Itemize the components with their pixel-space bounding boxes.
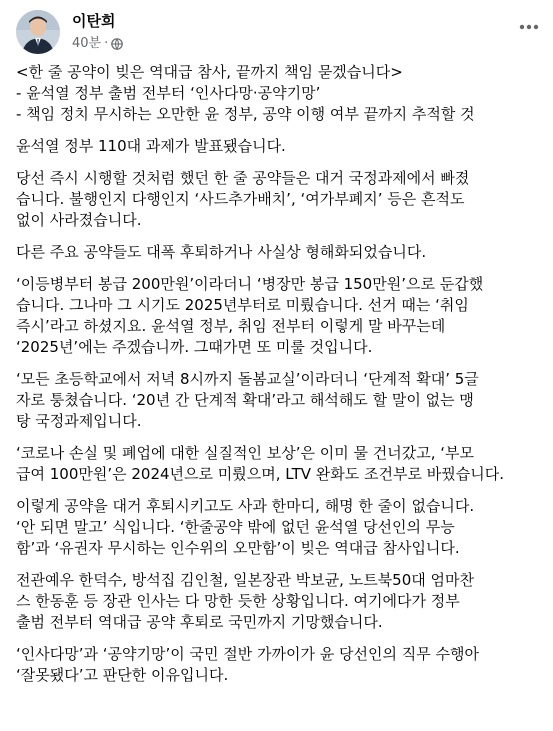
post-paragraph [16, 644, 544, 686]
post-text-line: <한 줄 공약이 빚은 역대급 참사, 끝까지 책임 묻겠습니다> [16, 63, 403, 81]
avatar[interactable] [16, 10, 60, 54]
post-header [16, 10, 543, 56]
post-text-line: ‘이등병부터 봉급 200만원’이라더니 ‘병장만 봉급 150만원’으로 둔갑했 [16, 275, 484, 293]
more-options-icon[interactable] [515, 16, 543, 38]
globe-icon [111, 38, 123, 50]
post-paragraph [16, 443, 544, 485]
post-text-line: 탕 국정과제입니다. [16, 412, 142, 430]
post-paragraph [16, 369, 544, 432]
post-text-line: 전관예우 한덕수, 방석집 김인철, 일본장관 박보균, 노트북50대 엄마찬 [16, 571, 475, 589]
post-text-line: 윤석열 정부 110대 과제가 발표됐습니다. [16, 137, 286, 155]
post-text-line: 급여 100만원’은 2024년으로 미뤘으며, LTV 완화도 조건부로 바꿨습니다. [16, 465, 504, 483]
post-text-line: 출범 전부터 역대급 공약 후퇴로 국민까지 기망했습니다. [16, 613, 383, 631]
post-text-line: ‘안 되면 말고’ 식입니다. ‘한줄공약 밖에 없던 윤석열 당선인의 무능 [16, 518, 455, 536]
post-text-line: 당선 즉시 시행할 것처럼 했던 한 줄 공약들은 대거 국정과제에서 빠졌 [16, 169, 470, 187]
post-text-line: 스 한동훈 등 장관 인사는 다 망한 듯한 상황입니다. 여기에다가 정부 [16, 592, 460, 610]
post-text-line: ‘모든 초등학교에서 저녁 8시까지 돌봄교실’이라더니 ‘단계적 확대’ 5글 [16, 370, 479, 388]
separator-dot: · [104, 36, 109, 51]
post-paragraph [16, 136, 544, 157]
post-paragraph [16, 570, 544, 633]
post-text-line: 이렇게 공약을 대거 후퇴시키고도 사과 한마디, 해명 한 줄이 없습니다. [16, 497, 475, 515]
post-text-line: 다른 주요 공약들도 대폭 후퇴하거나 사실상 형해화되었습니다. [16, 243, 427, 261]
post-paragraph [16, 496, 544, 559]
post-paragraph [16, 242, 544, 263]
post-text-line: 습니다. 그나마 그 시기도 2025년부터로 미뤘습니다. 선거 때는 ‘취임 [16, 296, 469, 314]
post-timestamp[interactable]: 40분 [72, 36, 102, 51]
post-text-line: 습니다. 불행인지 다행인지 ‘사드추가배치’, ‘여가부폐지’ 등은 흔적도 [16, 190, 465, 208]
author-name[interactable]: 이탄희 [72, 12, 116, 30]
post-paragraph [16, 274, 544, 358]
post-text-line: 자로 퉁쳤습니다. ‘20년 간 단계적 확대’라고 해석해도 할 말이 없는 맹 [16, 391, 474, 409]
post-text-line: ‘잘못됐다’고 판단한 이유입니다. [16, 666, 229, 684]
post-paragraph [16, 168, 544, 231]
post-text-line: ‘코로나 손실 및 폐업에 대한 실질적인 보상’은 이미 물 건너갔고, ‘부모 [16, 444, 474, 462]
post-text-line: - 윤석열 정부 출범 전부터 ‘인사다망·공약기망’ [16, 84, 321, 102]
post-meta [72, 35, 123, 52]
post-text-line: 없이 사라졌습니다. [16, 211, 142, 229]
post-text-line: 즉시’라고 하셨지요. 윤석열 정부, 취임 전부터 이렇게 말 바꾸는데 [16, 317, 446, 335]
post-body [16, 62, 544, 697]
post-text-line: ‘2025년’에는 주겠습니까. 그때가면 또 미룰 것입니다. [16, 338, 373, 356]
post-paragraph [16, 62, 544, 125]
post-text-line: ‘인사다망’과 ‘공약기망’이 국민 절반 가까이가 윤 당선인의 직무 수행아 [16, 645, 479, 663]
profile-photo [16, 10, 60, 54]
post-text-line: - 책임 정치 무시하는 오만한 윤 정부, 공약 이행 여부 끝까지 추적할 것 [16, 105, 475, 123]
post-text-line: 함’과 ‘유권자 무시하는 인수위의 오만함’이 빚은 역대급 참사입니다. [16, 539, 460, 557]
